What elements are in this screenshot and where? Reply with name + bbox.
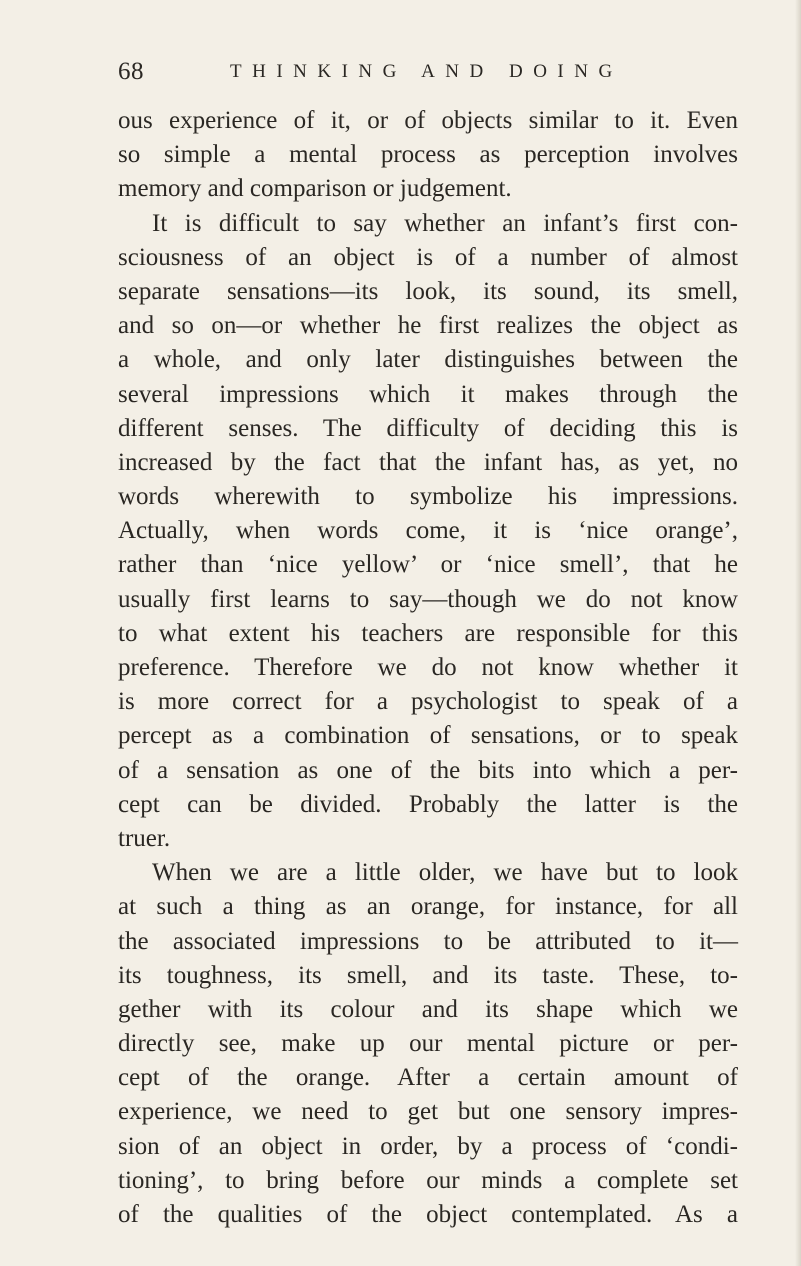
text-line: at such a thing as an orange, for instance, for all [118,893,738,921]
text-line: gether with its colour and its shape which we [118,995,738,1023]
text-line: sion of an object in order, by a process of ‘condi- [118,1132,738,1160]
text-line: its toughness, its smell, and its taste. These, to- [118,961,738,989]
text-line: the associated impressions to be attributed to it— [118,927,738,955]
text-line: increased by the fact that the infant has, as yet, no [118,448,738,476]
running-head: THINKING AND DOING [230,61,623,82]
text-line: cept of the orange. After a certain amount of [118,1064,738,1092]
text-line: experience, we need to get but one sensory impres- [118,1098,738,1126]
text-line: rather than ‘nice yellow’ or ‘nice smell’, that he [118,551,738,579]
text-line: sciousness of an object is of a number of almost [118,243,738,271]
text-line: of a sensation as one of the bits into which a per- [118,756,738,784]
text-line: preference. Therefore we do not know whether it [118,654,738,681]
text-line: so simple a mental process as perception involves [118,141,738,169]
text-line: different senses. The difficulty of deciding this is [118,414,738,442]
text-line: tioning’, to bring before our minds a complete set [118,1166,738,1194]
text-line: directly see, make up our mental picture or per- [118,1030,738,1058]
paragraph-first-line: It is difficult to say whether an infant’s first con- [152,209,738,237]
text-line: cept can be divided. Probably the latter is the [118,790,738,818]
text-line: usually first learns to say—though we do not know [118,585,738,613]
page-number: 68 [118,58,144,85]
text-line: of the qualities of the object contemplated. As a [118,1201,738,1228]
text-line: a whole, and only later distinguishes between the [118,346,738,374]
text-line: truer. [118,824,171,852]
text-line: and so on—or whether he first realizes the object as [118,312,738,340]
text-line: words wherewith to symbolize his impressions. [118,483,738,511]
text-line: is more correct for a psychologist to speak of a [118,688,738,716]
paragraph-first-line: When we are a little older, we have but to look [152,859,738,887]
text-line: percept as a combination of sensations, or to speak [118,722,738,750]
text-line: to what extent his teachers are responsible for this [118,619,738,647]
page-header [118,58,738,92]
text-line: ous experience of it, or of objects similar to it. Even [118,107,738,134]
body-text [118,104,738,1232]
text-line: several impressions which it makes through the [118,380,738,408]
text-line: Actually, when words come, it is ‘nice orange’, [118,517,738,545]
page-edge-shadow [795,0,801,1266]
text-line: memory and comparison or judgement. [118,175,512,203]
text-line: separate sensations—its look, its sound, its smell, [118,277,738,305]
